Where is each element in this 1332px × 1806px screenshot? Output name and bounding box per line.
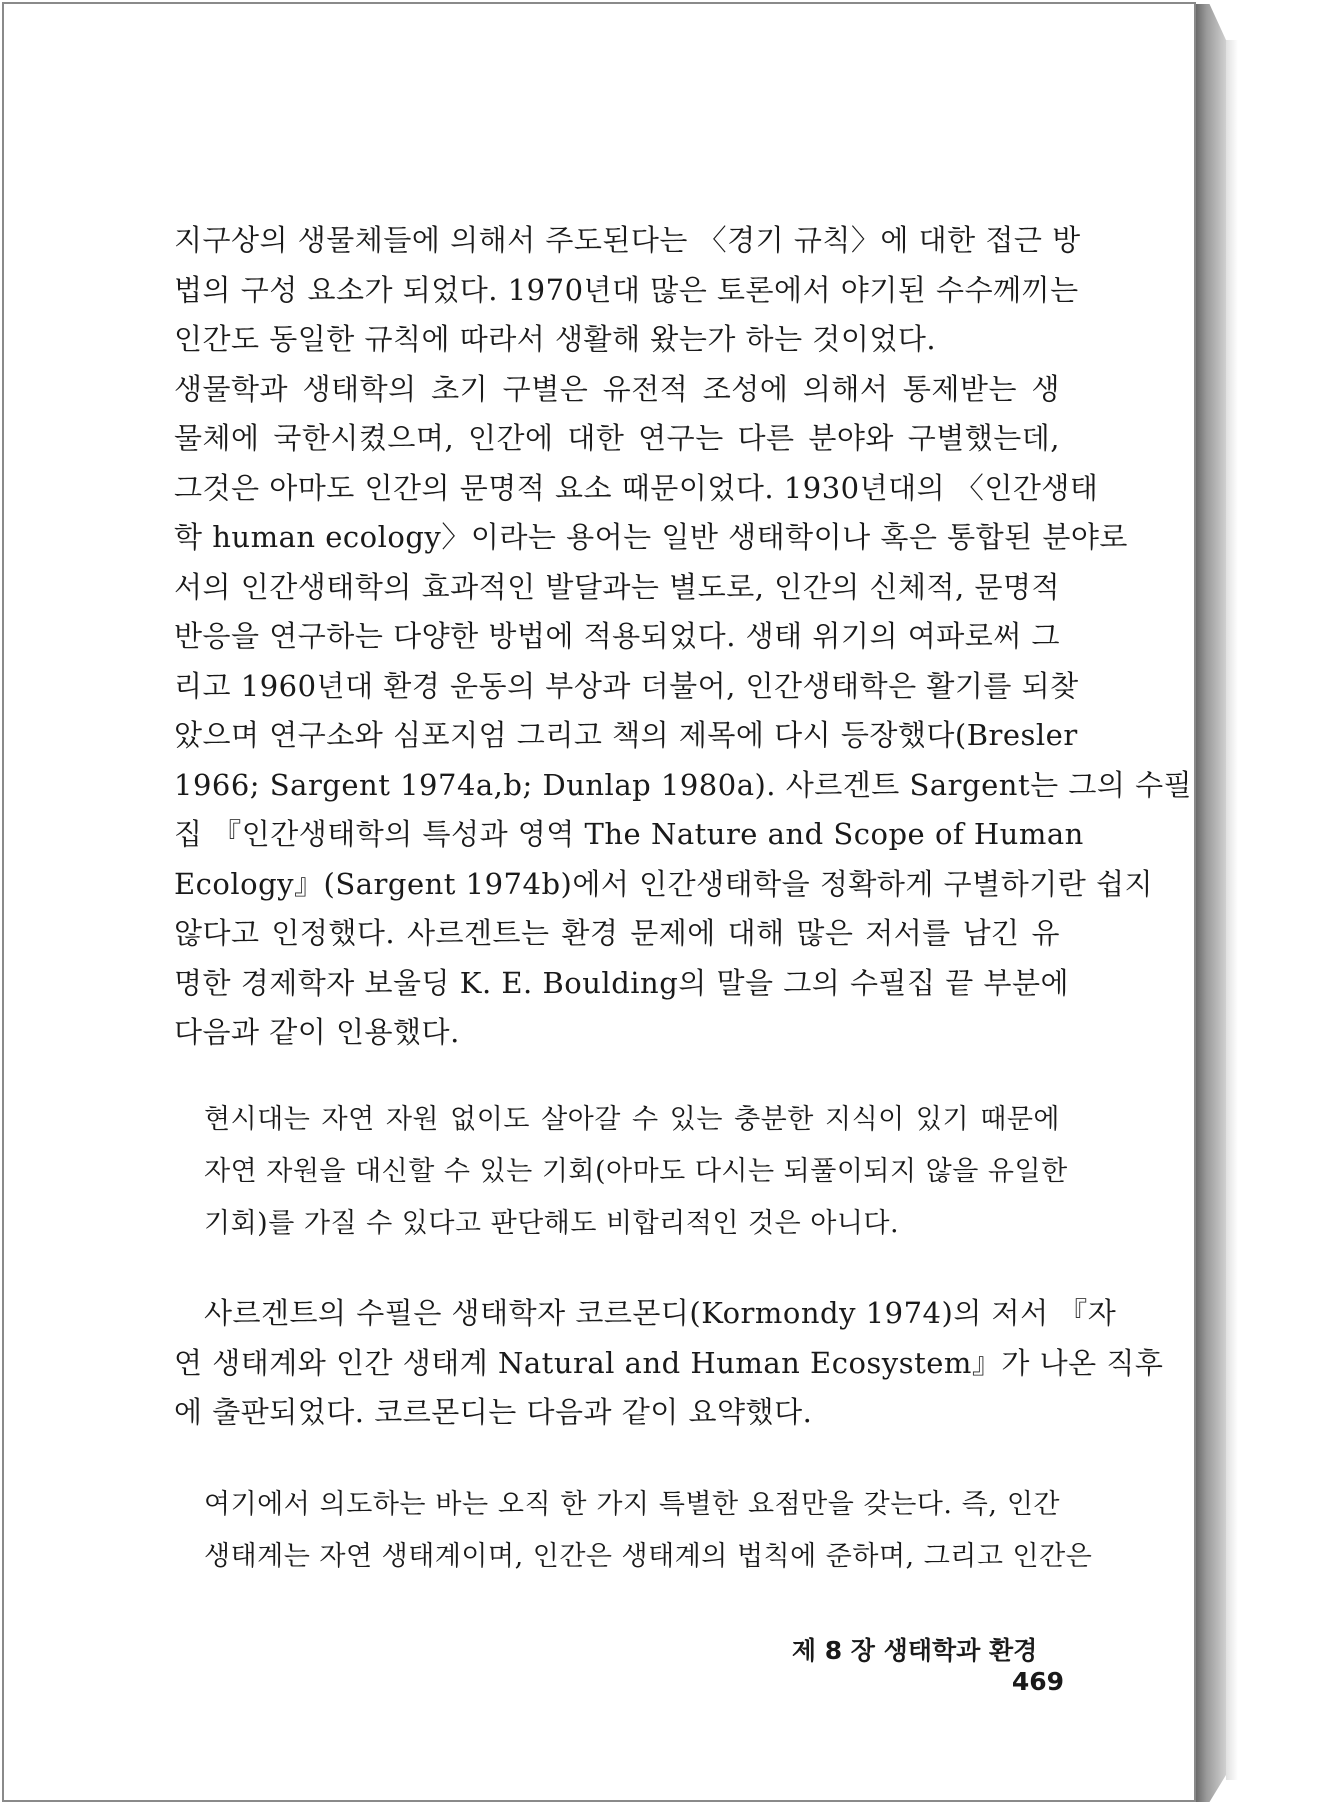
text-line: 사르겐트의 수필은 생태학자 코르몬디(Kormondy 1974)의 저서 『자 (204, 1296, 1117, 1330)
quote-line: 생태계는 자연 생태계이며, 인간은 생태계의 법칙에 준하며, 그리고 인간은 (204, 1541, 1093, 1572)
text-line: 명한 경제학자 보울딩 K. E. Boulding의 말을 그의 수필집 끝 부분에 (174, 965, 1070, 1000)
quote-line: 기회)를 가질 수 있다고 판단해도 비합리적인 것은 아니다. (204, 1208, 900, 1239)
text-line: 1966; Sargent 1974a,b; Dunlap 1980a). 사르겐트 Sargent는 그의 수필 (174, 767, 1193, 802)
text-line: 반응을 연구하는 다양한 방법에 적용되었다. 생태 위기의 여파로써 그 (174, 619, 1060, 653)
text-line: 그것은 아마도 인간의 문명적 요소 때문이었다. 1930년대의 〈인간생태 (174, 470, 1099, 505)
text-line: 리고 1960년대 환경 운동의 부상과 더불어, 인간생태학은 활기를 되찾 (174, 668, 1079, 703)
text-line: 인간도 동일한 규칙에 따라서 생활해 왔는가 하는 것이었다. (174, 322, 937, 356)
text-line: 집 『인간생태학의 특성과 영역 The Nature and Scope of Human (174, 817, 1084, 851)
text-line: 법의 구성 요소가 되었다. 1970년대 많은 토론에서 야기된 수수께끼는 (174, 272, 1079, 307)
text-line: 서의 인간생태학의 효과적인 발달과는 별도로, 인간의 신체적, 문명적 (174, 569, 1060, 604)
quote-line: 자연 자원을 대신할 수 있는 기회(아마도 다시는 되풀이되지 않을 유일한 (204, 1156, 1068, 1187)
page-stack-edge (1196, 4, 1226, 1802)
book-page (2, 2, 1196, 1802)
body-text-paragraph (174, 1289, 1164, 1438)
text-line: 지구상의 생물체들에 의해서 주도된다는 〈경기 규칙〉에 대한 접근 방 (174, 223, 1081, 257)
body-text (174, 216, 1193, 1058)
quote-line: 여기에서 의도하는 바는 오직 한 가지 특별한 요점만을 갖는다. 즉, 인간 (204, 1489, 1060, 1520)
page-number: 469 (1011, 1667, 1064, 1696)
block-quote (204, 1094, 1068, 1250)
quote-line: 현시대는 자연 자원 없이도 살아갈 수 있는 충분한 지식이 있기 때문에 (204, 1104, 1060, 1135)
text-line: 생물학과 생태학의 초기 구별은 유전적 조성에 의해서 통제받는 생 (174, 371, 1060, 406)
text-line: 다음과 같이 인용했다. (174, 1015, 460, 1049)
block-quote (204, 1479, 1093, 1583)
text-line: 연 생태계와 인간 생태계 Natural and Human Ecosystem』가 나온 직후 (174, 1345, 1164, 1380)
text-line: 않다고 인정했다. 사르겐트는 환경 문제에 대해 많은 저서를 남긴 유 (174, 916, 1060, 950)
text-line: 물체에 국한시켰으며, 인간에 대한 연구는 다른 분야와 구별했는데, (174, 421, 1060, 455)
text-line: 학 human ecology〉이라는 용어는 일반 생태학이나 혹은 통합된 분야로 (174, 520, 1128, 554)
text-line: 았으며 연구소와 심포지엄 그리고 책의 제목에 다시 등장했다(Bresler (174, 718, 1078, 752)
text-line: Ecology』(Sargent 1974b)에서 인간생태학을 정확하게 구별하기란 쉽지 (174, 866, 1153, 901)
page-shadow (1226, 40, 1238, 1780)
page-footer (774, 1631, 1064, 1696)
chapter-title: 제 8 장 생태학과 환경 (791, 1636, 1038, 1665)
text-line: 에 출판되었다. 코르몬디는 다음과 같이 요약했다. (174, 1395, 813, 1429)
